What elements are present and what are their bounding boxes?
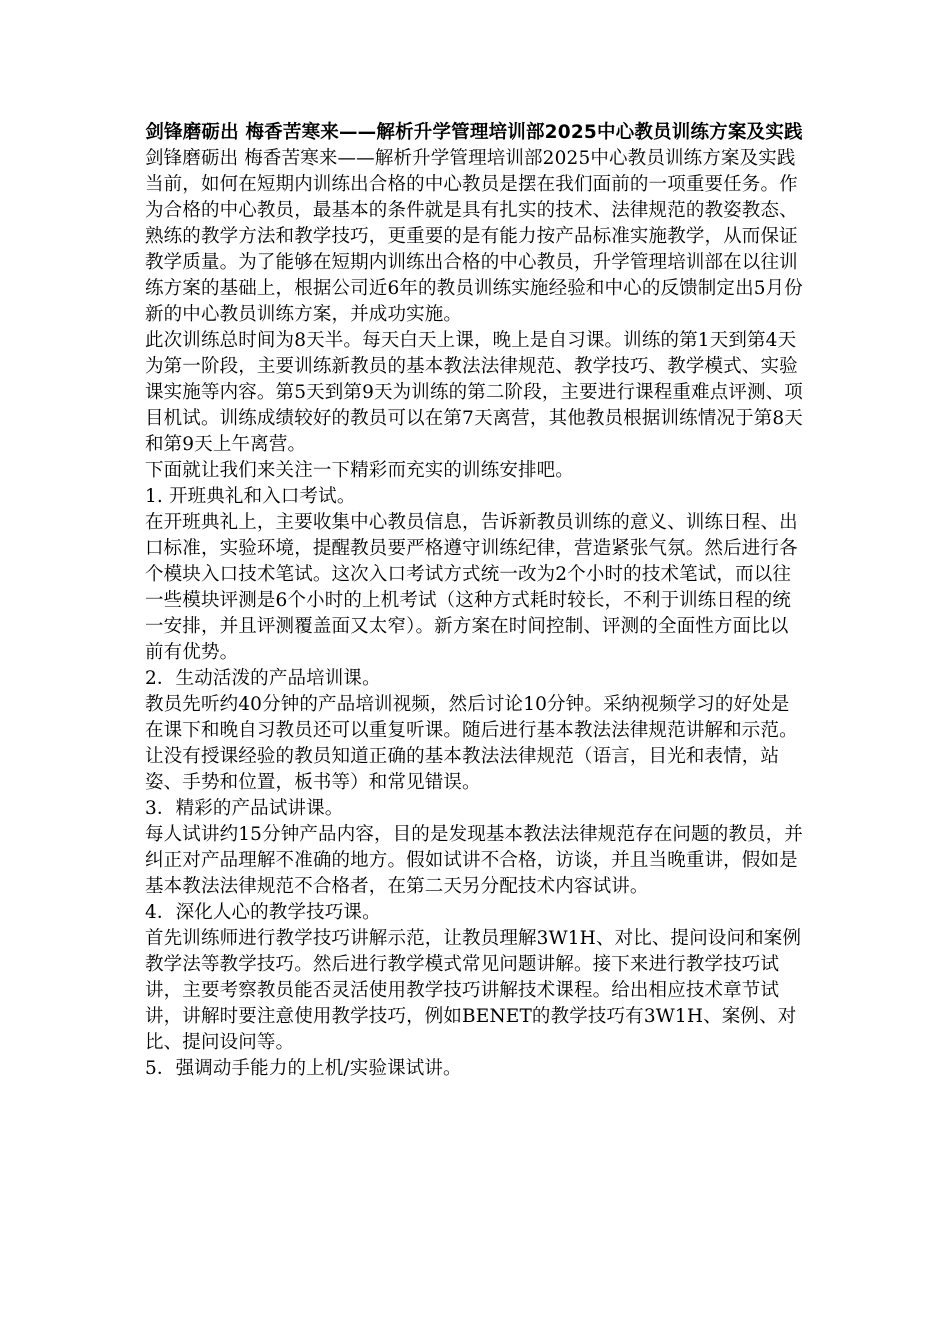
paragraph-section-2: 教员先听约40分钟的产品培训视频，然后讨论10分钟。采纳视频学习的好处是在课下和晚自习教员还可以重复听课。随后进行基本教法法律规范讲解和示范。让没有授课经验的教员知道正确的基本教法法律规范（语言，目光和表情，站姿、手势和位置，板书等）和常见错误。 [145,694,798,793]
section-heading-5: 5．强调动手能力的上机/实验课试讲。 [145,1058,462,1079]
section-heading-1: 1. 开班典礼和入口考试。 [145,486,356,507]
paragraph-section-4: 首先训练师进行教学技巧讲解示范，让教员理解3W1H、对比、提问设问和案例教学法等教学技巧。然后进行教学模式常见问题讲解。接下来进行教学技巧试讲，主要考察教员能否灵活使用教学技巧讲解技术课程。给出相应技术章节试讲，讲解时要注意使用教学技巧，例如BENET的教学技巧有3W1H、案例、对比、提问设问等。 [145,928,802,1053]
paragraph-lead-in: 下面就让我们来关注一下精彩而充实的训练安排吧。 [145,460,574,481]
section-heading-2: 2．生动活泼的产品培训课。 [145,668,381,689]
paragraph-subtitle: 剑锋磨砺出 梅香苦寒来——解析升学管理培训部2025中心教员训练方案及实践 [145,148,796,169]
paragraph-intro: 当前，如何在短期内训练出合格的中心教员是摆在我们面前的一项重要任务。作为合格的中心教员，最基本的条件就是具有扎实的技术、法律规范的教姿教态、熟练的教学方法和教学技巧，更重要的是有能力按产品标准实施教学，从而保证教学质量。为了能够在短期内训练出合格的中心教员，升学管理培训部在以往训练方案的基础上，根据公司近6年的教员训练实施经验和中心的反馈制定出5月份新的中心教员训练方案，并成功实施。 [145,174,803,325]
section-heading-3: 3．精彩的产品试讲课。 [145,798,344,819]
paragraph-section-3: 每人试讲约15分钟产品内容，目的是发现基本教法法律规范存在问题的教员，并纠正对产品理解不准确的地方。假如试讲不合格，访谈，并且当晚重讲，假如是基本教法法律规范不合格者，在第二天另分配技术内容试讲。 [145,824,803,897]
paragraph-schedule: 此次训练总时间为8天半。每天白天上课，晚上是自习课。训练的第1天到第4天为第一阶段，主要训练新教员的基本教法法律规范、教学技巧、教学模式、实验课实施等内容。第5天到第9天为训练的第二阶段，主要进行课程重难点评测、项目机试。训练成绩较好的教员可以在第7天离营，其他教员根据训练情况于第8天和第9天上午离营。 [145,330,803,455]
paragraph-section-1: 在开班典礼上，主要收集中心教员信息，告诉新教员训练的意义、训练日程、出口标准，实验环境，提醒教员要严格遵守训练纪律，营造紧张气氛。然后进行各个模块入口技术笔试。这次入口考试方式统一改为2个小时的技术笔试，而以往一些模块评测是6个小时的上机考试（这种方式耗时较长，不利于训练日程的统一安排，并且评测覆盖面又太窄）。新方案在时间控制、评测的全面性方面比以前有优势。 [145,512,798,663]
document-page [145,120,803,1082]
section-heading-4: 4．深化人心的教学技巧课。 [145,902,381,923]
document-title: 剑锋磨砺出 梅香苦寒来——解析升学管理培训部2025中心教员训练方案及实践 [145,122,803,143]
